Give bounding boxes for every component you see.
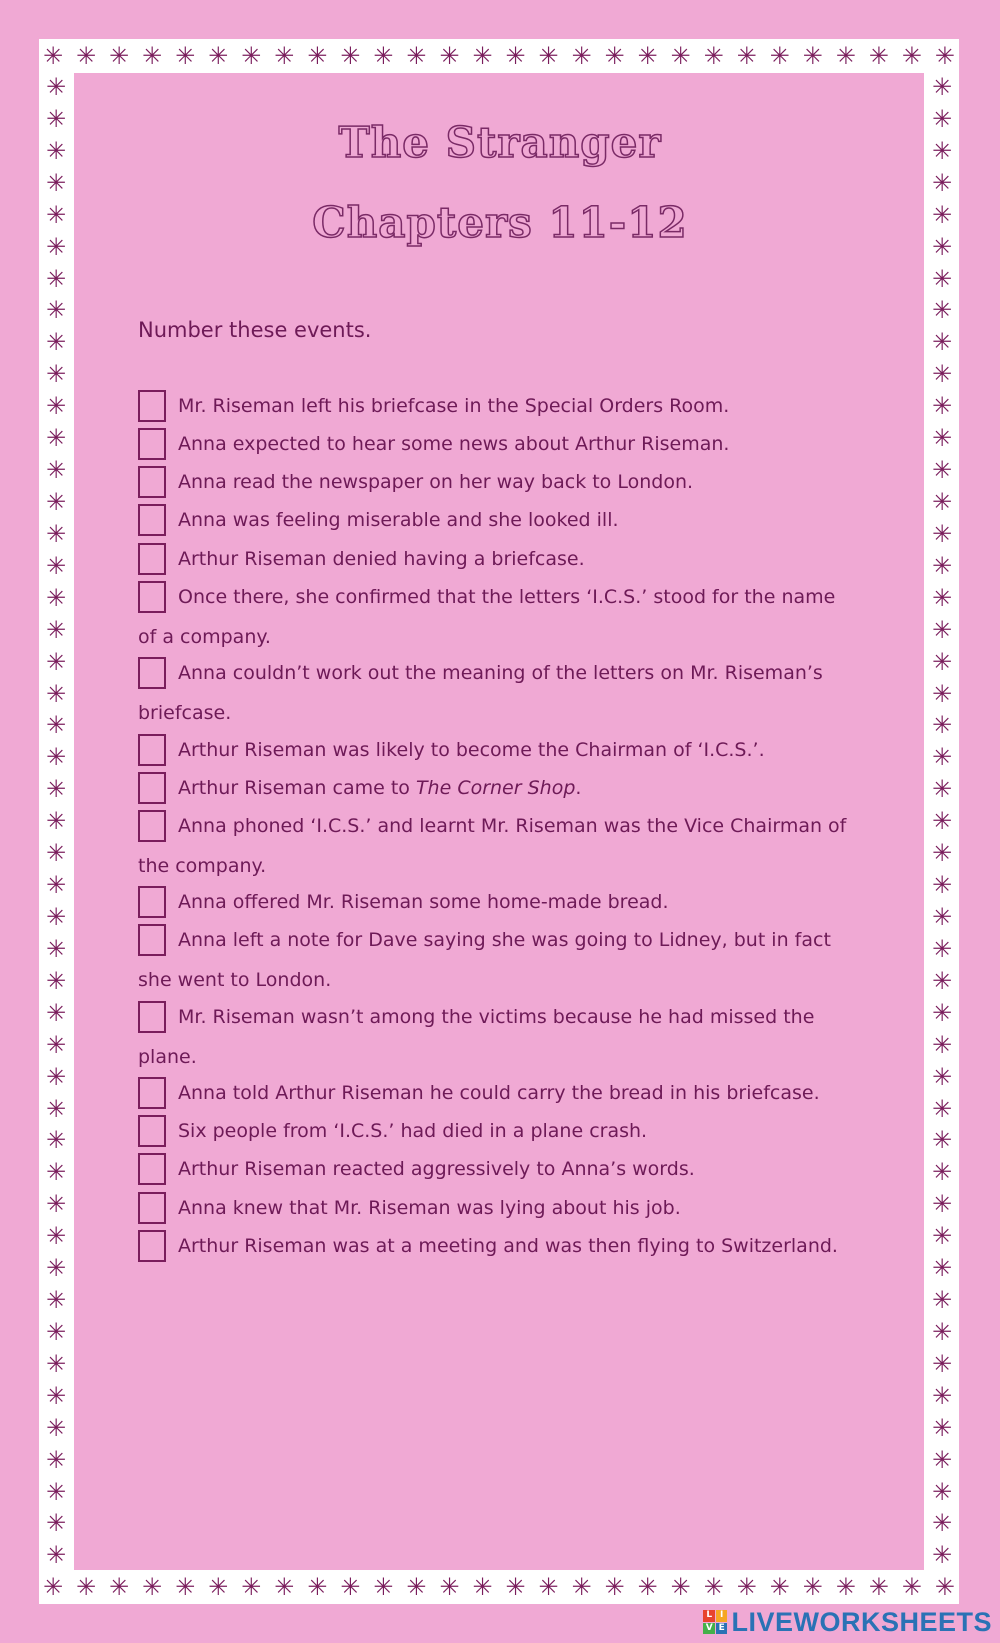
star-flower-icon: ✳: [45, 360, 67, 389]
star-flower-icon: ✳: [45, 711, 67, 740]
event-text-main: Anna phoned ‘I.C.S.’ and learnt Mr. Riseman was the Vice Chairman of the company.: [138, 815, 847, 877]
star-flower-icon: ✳: [472, 42, 493, 70]
answer-box[interactable]: [138, 581, 166, 613]
star-flower-icon: ✳: [75, 1573, 97, 1601]
border-ornament-left: [39, 73, 73, 1570]
star-flower-icon: ✳: [802, 1573, 823, 1601]
event-text-main: Arthur Riseman came to: [178, 777, 416, 799]
star-flower-icon: ✳: [670, 42, 691, 70]
star-flower-icon: ✳: [45, 392, 67, 421]
star-flower-icon: ✳: [42, 1573, 64, 1601]
star-flower-icon: ✳: [45, 1254, 67, 1283]
answer-box[interactable]: [138, 504, 166, 536]
border-ornament-top: [39, 39, 959, 73]
answer-box[interactable]: [138, 466, 166, 498]
event-item: [138, 1073, 858, 1113]
border-ornament-right: [925, 73, 959, 1570]
event-text: [138, 920, 858, 1000]
answer-box[interactable]: [138, 390, 166, 422]
star-flower-icon: ✳: [439, 1573, 460, 1601]
answer-box[interactable]: [138, 810, 166, 842]
star-flower-icon: ✳: [931, 1413, 953, 1442]
logo-mark-letter: V: [703, 1623, 715, 1635]
star-flower-icon: ✳: [208, 1573, 229, 1601]
star-flower-icon: ✳: [45, 902, 67, 931]
star-flower-icon: ✳: [45, 551, 67, 580]
star-flower-icon: ✳: [75, 42, 97, 70]
event-text: [138, 882, 858, 922]
star-flower-icon: ✳: [931, 264, 953, 293]
star-flower-icon: ✳: [931, 1509, 953, 1538]
event-text: [138, 1226, 858, 1266]
star-flower-icon: ✳: [142, 42, 163, 70]
star-flower-icon: ✳: [931, 200, 953, 229]
event-text: [138, 1073, 858, 1113]
event-text: [138, 1111, 858, 1151]
star-flower-icon: ✳: [931, 711, 953, 740]
star-flower-icon: ✳: [45, 679, 67, 708]
star-flower-icon: ✳: [45, 1094, 67, 1123]
star-flower-icon: ✳: [472, 1573, 493, 1601]
star-flower-icon: ✳: [868, 1573, 889, 1601]
star-flower-icon: ✳: [45, 1349, 67, 1378]
event-text-main: Arthur Riseman denied having a briefcase.: [178, 548, 585, 570]
star-flower-icon: ✳: [931, 519, 953, 548]
star-flower-icon: ✳: [45, 200, 67, 229]
event-text: [138, 386, 858, 426]
star-flower-icon: ✳: [45, 1317, 67, 1346]
star-flower-icon: ✳: [208, 42, 229, 70]
star-flower-icon: ✳: [703, 1573, 724, 1601]
star-flower-icon: ✳: [45, 647, 67, 676]
answer-box[interactable]: [138, 886, 166, 918]
event-text-main: Anna read the newspaper on her way back to London.: [178, 471, 694, 493]
star-flower-icon: ✳: [142, 1573, 163, 1601]
logo-mark-letter: I: [716, 1610, 728, 1622]
event-item: [138, 730, 858, 770]
star-flower-icon: ✳: [42, 42, 64, 70]
star-flower-icon: ✳: [931, 296, 953, 325]
star-flower-icon: ✳: [931, 487, 953, 516]
star-flower-icon: ✳: [931, 1541, 953, 1570]
event-text-main: Anna told Arthur Riseman he could carry the bread in his briefcase.: [178, 1082, 820, 1104]
answer-box[interactable]: [138, 428, 166, 460]
event-text-main: Anna couldn’t work out the meaning of the letters on Mr. Riseman’s briefcase.: [138, 662, 823, 724]
answer-box[interactable]: [138, 657, 166, 689]
answer-box[interactable]: [138, 734, 166, 766]
event-text: [138, 997, 858, 1077]
logo-mark-letter: E: [716, 1623, 728, 1635]
event-text-main: Anna expected to hear some news about Arthur Riseman.: [178, 433, 730, 455]
star-flower-icon: ✳: [45, 456, 67, 485]
star-flower-icon: ✳: [931, 1381, 953, 1410]
event-item: [138, 539, 858, 579]
star-flower-icon: ✳: [835, 42, 856, 70]
logo-text: LIVEWORKSHEETS: [731, 1606, 992, 1637]
star-flower-icon: ✳: [45, 328, 67, 357]
star-flower-icon: ✳: [931, 1030, 953, 1059]
star-flower-icon: ✳: [505, 1573, 526, 1601]
star-flower-icon: ✳: [931, 1062, 953, 1091]
star-flower-icon: ✳: [703, 42, 724, 70]
star-flower-icon: ✳: [45, 775, 67, 804]
star-flower-icon: ✳: [931, 392, 953, 421]
event-text-main: Once there, she confirmed that the letters ‘I.C.S.’ stood for the name of a company.: [138, 586, 836, 648]
star-flower-icon: ✳: [931, 104, 953, 133]
star-flower-icon: ✳: [637, 1573, 658, 1601]
answer-box[interactable]: [138, 1001, 166, 1033]
star-flower-icon: ✳: [45, 1541, 67, 1570]
event-item: [138, 577, 858, 657]
star-flower-icon: ✳: [931, 902, 953, 931]
answer-box[interactable]: [138, 772, 166, 804]
event-item: [138, 462, 858, 502]
event-text-main: Six people from ‘I.C.S.’ had died in a plane crash.: [178, 1120, 648, 1142]
star-flower-icon: ✳: [45, 1509, 67, 1538]
event-item: [138, 1188, 858, 1228]
star-flower-icon: ✳: [931, 934, 953, 963]
event-text: [138, 539, 858, 579]
event-text: [138, 806, 858, 886]
star-flower-icon: ✳: [45, 487, 67, 516]
star-flower-icon: ✳: [931, 775, 953, 804]
star-flower-icon: ✳: [835, 1573, 856, 1601]
answer-box[interactable]: [138, 1153, 166, 1185]
star-flower-icon: ✳: [45, 615, 67, 644]
star-flower-icon: ✳: [931, 1254, 953, 1283]
star-flower-icon: ✳: [274, 1573, 295, 1601]
star-flower-icon: ✳: [373, 42, 394, 70]
event-item: [138, 1226, 858, 1266]
star-flower-icon: ✳: [901, 42, 922, 70]
star-flower-icon: ✳: [241, 1573, 262, 1601]
answer-box[interactable]: [138, 543, 166, 575]
star-flower-icon: ✳: [45, 104, 67, 133]
liveworksheets-logo: [703, 1605, 992, 1639]
star-flower-icon: ✳: [931, 966, 953, 995]
star-flower-icon: ✳: [45, 1381, 67, 1410]
event-text-main: Anna was feeling miserable and she looked ill.: [178, 509, 619, 531]
star-flower-icon: ✳: [931, 1222, 953, 1251]
worksheet-subtitle: Chapters 11-12: [312, 198, 688, 247]
star-flower-icon: ✳: [670, 1573, 691, 1601]
star-flower-icon: ✳: [931, 1190, 953, 1219]
event-text: [138, 424, 858, 464]
event-text-main: Arthur Riseman reacted aggressively to Anna’s words.: [178, 1158, 695, 1180]
star-flower-icon: ✳: [769, 1573, 790, 1601]
event-item: [138, 882, 858, 922]
star-flower-icon: ✳: [931, 1477, 953, 1506]
star-flower-icon: ✳: [45, 998, 67, 1027]
star-flower-icon: ✳: [45, 519, 67, 548]
answer-box[interactable]: [138, 1115, 166, 1147]
event-item: [138, 1111, 858, 1151]
star-flower-icon: ✳: [538, 1573, 559, 1601]
star-flower-icon: ✳: [604, 42, 625, 70]
star-flower-icon: ✳: [45, 424, 67, 453]
star-flower-icon: ✳: [931, 839, 953, 868]
star-flower-icon: ✳: [439, 42, 460, 70]
event-item: [138, 806, 858, 886]
event-text-main: Mr. Riseman left his briefcase in the Special Orders Room.: [178, 395, 730, 417]
star-flower-icon: ✳: [931, 73, 953, 101]
star-flower-icon: ✳: [109, 42, 130, 70]
star-flower-icon: ✳: [901, 1573, 922, 1601]
star-flower-icon: ✳: [45, 1286, 67, 1315]
event-text-main: Arthur Riseman was at a meeting and was then flying to Switzerland.: [178, 1235, 838, 1257]
logo-mark-letter: L: [703, 1610, 715, 1622]
star-flower-icon: ✳: [931, 360, 953, 389]
event-item: [138, 768, 858, 808]
event-text-main: Mr. Riseman wasn’t among the victims because he had missed the plane.: [138, 1006, 815, 1068]
worksheet-title: The Stranger: [338, 118, 662, 167]
star-flower-icon: ✳: [802, 42, 823, 70]
event-item: [138, 500, 858, 540]
star-flower-icon: ✳: [45, 966, 67, 995]
event-text-italic: The Corner Shop: [415, 777, 576, 799]
star-flower-icon: ✳: [931, 998, 953, 1027]
star-flower-icon: ✳: [868, 42, 889, 70]
star-flower-icon: ✳: [931, 328, 953, 357]
star-flower-icon: ✳: [931, 136, 953, 165]
star-flower-icon: ✳: [571, 42, 592, 70]
star-flower-icon: ✳: [934, 42, 955, 70]
event-text: [138, 768, 858, 808]
event-text-main: Anna knew that Mr. Riseman was lying about his job.: [178, 1197, 681, 1219]
answer-box[interactable]: [138, 1192, 166, 1224]
star-flower-icon: ✳: [45, 1158, 67, 1187]
event-text-main: Anna offered Mr. Riseman some home-made bread.: [178, 891, 669, 913]
event-item: [138, 920, 858, 1000]
star-flower-icon: ✳: [45, 1126, 67, 1155]
event-text-after: .: [575, 777, 582, 799]
star-flower-icon: ✳: [538, 42, 559, 70]
star-flower-icon: ✳: [931, 232, 953, 261]
event-text: [138, 577, 858, 657]
star-flower-icon: ✳: [45, 1030, 67, 1059]
star-flower-icon: ✳: [931, 615, 953, 644]
event-item: [138, 653, 858, 733]
star-flower-icon: ✳: [505, 42, 526, 70]
star-flower-icon: ✳: [45, 807, 67, 836]
answer-box[interactable]: [138, 1077, 166, 1109]
event-item: [138, 997, 858, 1077]
star-flower-icon: ✳: [109, 1573, 130, 1601]
star-flower-icon: ✳: [45, 583, 67, 612]
star-flower-icon: ✳: [45, 1222, 67, 1251]
star-flower-icon: ✳: [931, 1317, 953, 1346]
star-flower-icon: ✳: [931, 743, 953, 772]
answer-box[interactable]: [138, 924, 166, 956]
star-flower-icon: ✳: [637, 42, 658, 70]
star-flower-icon: ✳: [45, 136, 67, 165]
star-flower-icon: ✳: [406, 1573, 427, 1601]
star-flower-icon: ✳: [45, 73, 67, 101]
star-flower-icon: ✳: [931, 647, 953, 676]
event-text: [138, 1188, 858, 1228]
star-flower-icon: ✳: [307, 1573, 328, 1601]
event-text-main: Arthur Riseman was likely to become the Chairman of ‘I.C.S.’.: [178, 739, 765, 761]
star-flower-icon: ✳: [931, 168, 953, 197]
star-flower-icon: ✳: [45, 1445, 67, 1474]
star-flower-icon: ✳: [45, 1413, 67, 1442]
star-flower-icon: ✳: [45, 168, 67, 197]
star-flower-icon: ✳: [45, 1062, 67, 1091]
star-flower-icon: ✳: [45, 264, 67, 293]
border-ornament-bottom: [39, 1570, 959, 1604]
star-flower-icon: ✳: [45, 871, 67, 900]
event-text: [138, 500, 858, 540]
star-flower-icon: ✳: [45, 232, 67, 261]
star-flower-icon: ✳: [931, 1286, 953, 1315]
star-flower-icon: ✳: [934, 1573, 955, 1601]
event-item: [138, 1149, 858, 1189]
star-flower-icon: ✳: [736, 42, 757, 70]
instructions-text: Number these events.: [138, 318, 372, 342]
star-flower-icon: ✳: [604, 1573, 625, 1601]
star-flower-icon: ✳: [571, 1573, 592, 1601]
event-item: [138, 424, 858, 464]
star-flower-icon: ✳: [340, 1573, 361, 1601]
star-flower-icon: ✳: [931, 551, 953, 580]
star-flower-icon: ✳: [241, 42, 262, 70]
star-flower-icon: ✳: [175, 1573, 196, 1601]
star-flower-icon: ✳: [274, 42, 295, 70]
star-flower-icon: ✳: [45, 934, 67, 963]
star-flower-icon: ✳: [931, 424, 953, 453]
event-text: [138, 462, 858, 502]
event-text-main: Anna left a note for Dave saying she was going to Lidney, but in fact she went to London.: [138, 929, 831, 991]
star-flower-icon: ✳: [45, 839, 67, 868]
event-text: [138, 730, 858, 770]
star-flower-icon: ✳: [931, 871, 953, 900]
star-flower-icon: ✳: [931, 1126, 953, 1155]
star-flower-icon: ✳: [769, 42, 790, 70]
event-text: [138, 653, 858, 733]
event-text: [138, 1149, 858, 1189]
star-flower-icon: ✳: [45, 1477, 67, 1506]
star-flower-icon: ✳: [736, 1573, 757, 1601]
star-flower-icon: ✳: [931, 807, 953, 836]
star-flower-icon: ✳: [45, 743, 67, 772]
star-flower-icon: ✳: [45, 296, 67, 325]
star-flower-icon: ✳: [175, 42, 196, 70]
star-flower-icon: ✳: [931, 1094, 953, 1123]
star-flower-icon: ✳: [931, 1445, 953, 1474]
star-flower-icon: ✳: [931, 583, 953, 612]
star-flower-icon: ✳: [931, 456, 953, 485]
star-flower-icon: ✳: [931, 679, 953, 708]
star-flower-icon: ✳: [340, 42, 361, 70]
liveworksheets-logo-icon: [703, 1610, 727, 1634]
star-flower-icon: ✳: [931, 1349, 953, 1378]
star-flower-icon: ✳: [931, 1158, 953, 1187]
star-flower-icon: ✳: [373, 1573, 394, 1601]
star-flower-icon: ✳: [45, 1190, 67, 1219]
star-flower-icon: ✳: [307, 42, 328, 70]
event-item: [138, 386, 858, 426]
star-flower-icon: ✳: [406, 42, 427, 70]
answer-box[interactable]: [138, 1230, 166, 1262]
